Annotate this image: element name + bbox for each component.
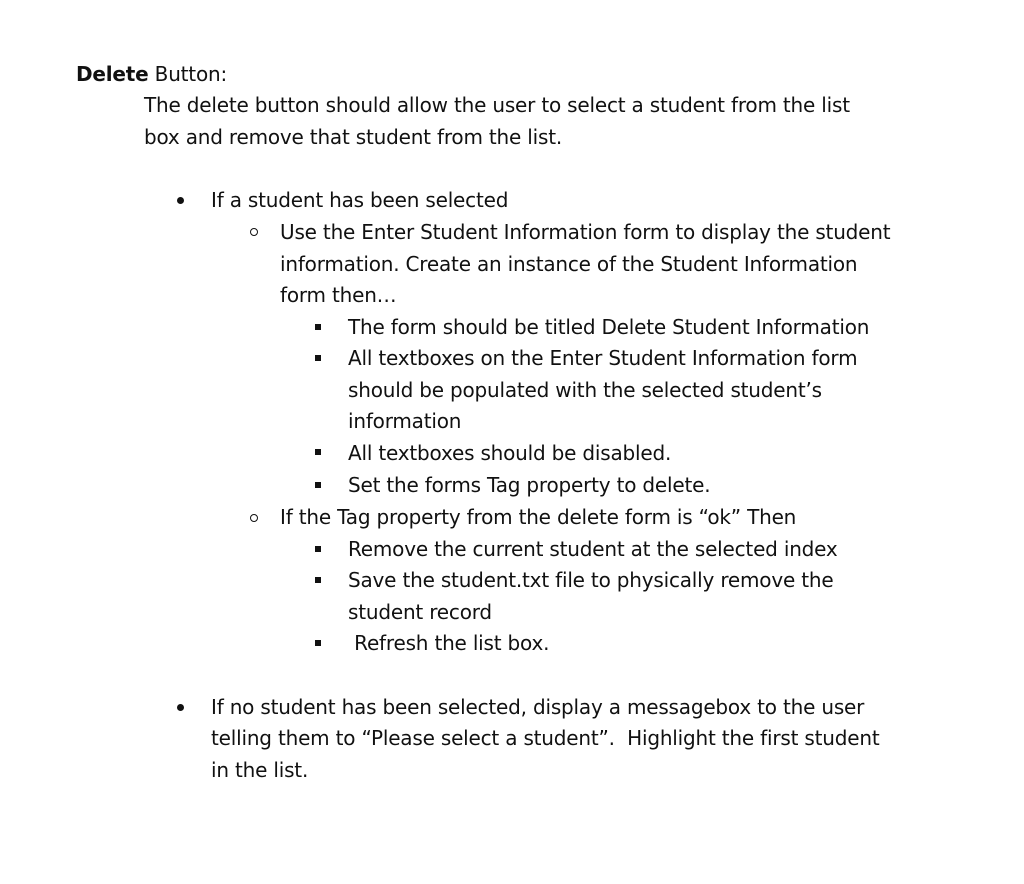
sub2-item-2-line-1: Save the student.txt file to physically remove the (348, 568, 834, 592)
sub1-item-2-line-3: information (348, 409, 462, 433)
sub1-line-3: form then… (280, 283, 397, 307)
bullet-square-icon (315, 482, 321, 488)
bullet-circle-icon (250, 514, 258, 522)
sub1-item-2-line-1: All textboxes on the Enter Student Information form (348, 346, 858, 370)
bullet-square-icon (315, 449, 321, 455)
bullet-square-icon (315, 577, 321, 583)
heading-bold-word: Delete (76, 62, 149, 86)
sub1-item-3-line-1: All textboxes should be disabled. (348, 441, 672, 465)
bullet-square-icon (315, 355, 321, 361)
bullet2-line-3: in the list. (211, 758, 309, 782)
sub2-line-1: If the Tag property from the delete form is “ok” Then (280, 505, 797, 529)
bullet2-line-1: If no student has been selected, display a messagebox to the user (211, 695, 865, 719)
section-heading (76, 60, 227, 88)
bullet-square-icon (315, 546, 321, 552)
sub2-item-3-line-1: Refresh the list box. (348, 631, 550, 655)
sub1-line-1: Use the Enter Student Information form to display the student (280, 220, 891, 244)
bullet-disc-icon (177, 704, 184, 711)
intro-line-1: The delete button should allow the user to select a student from the list (144, 93, 850, 117)
sub1-line-2: information. Create an instance of the Student Information (280, 252, 858, 276)
bullet2-line-2: telling them to “Please select a student”. Highlight the first student (211, 726, 880, 750)
bullet-disc-icon (177, 197, 184, 204)
sub1-item-1-line-1: The form should be titled Delete Student Information (348, 315, 870, 339)
heading-rest: Button: (148, 62, 228, 86)
sub2-item-1-line-1: Remove the current student at the selected index (348, 537, 838, 561)
sub2-item-2-line-2: student record (348, 600, 492, 624)
bullet1-text: If a student has been selected (211, 188, 509, 212)
bullet-square-icon (315, 640, 321, 646)
sub1-item-4-line-1: Set the forms Tag property to delete. (348, 473, 711, 497)
bullet-square-icon (315, 324, 321, 330)
bullet-circle-icon (250, 228, 258, 236)
intro-line-2: box and remove that student from the list. (144, 125, 562, 149)
sub1-item-2-line-2: should be populated with the selected student’s (348, 378, 822, 402)
